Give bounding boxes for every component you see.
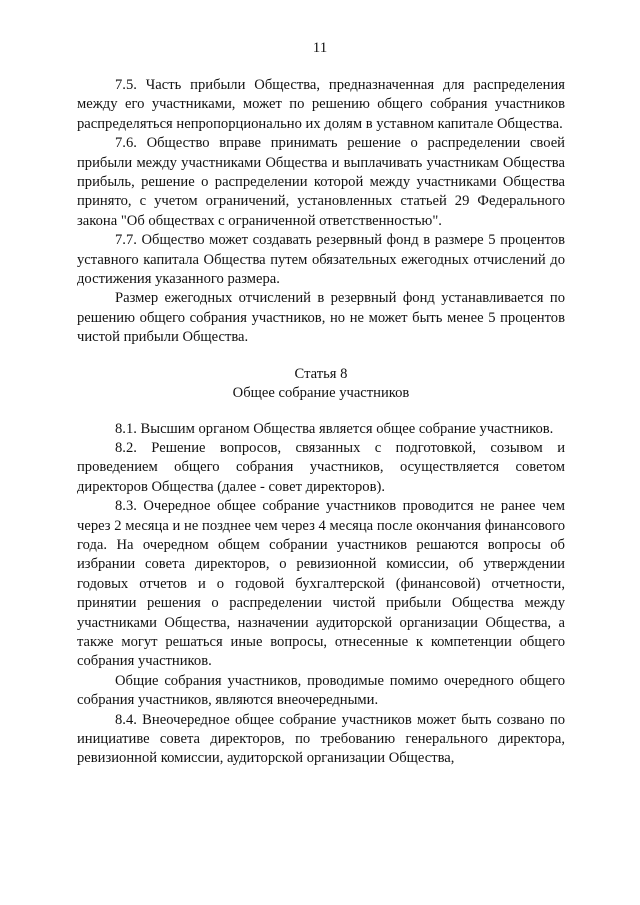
paragraph-7-7: 7.7. Общество может создавать резервный фонд в размере 5 процентов уставного капитала Общества путем обязательных ежегодных отчислений до достижения указанного размера. (77, 232, 565, 288)
paragraph-reserve-fund: Размер ежегодных отчислений в резервный фонд устанавливается по решению общего собрания участников, но не может быть менее 5 процентов чистой прибыли Общества. (77, 290, 565, 346)
paragraph-7-5: 7.5. Часть прибыли Общества, предназначенная для распределения между его участниками, может по решению общего собрания участников распределяться непропорционально их долям в уставном капитале Общества. (77, 77, 565, 132)
paragraph-8-3: 8.3. Очередное общее собрание участников проводится не ранее чем через 2 месяца и не позднее чем через 4 месяца после окончания финансового года. На очередном общем собрании участников решаются вопросы об избрании совета директоров, о ревизионной комиссии, об утверждении годовых отчетов и о годовой бухгалтерской (финансовой) отчетности, принятии решения о распределении чистой прибыли Общества между участниками Общества, назначении аудиторской организации Общества, а также могут решаться иные вопросы, отнесенные к компетенции общего собрания участников. (77, 498, 565, 670)
paragraph-8-4: 8.4. Внеочередное общее собрание участников может быть созвано по инициативе совета директоров, по требованию генерального директора, ревизионной комиссии, аудиторской организации Общества, (77, 711, 565, 767)
document-body (77, 76, 565, 769)
article-title: Общее собрание участников (232, 385, 410, 402)
paragraph-8-2: 8.2. Решение вопросов, связанных с подготовкой, созывом и проведением общего собрания участников, осуществляется советом директоров Общества (далее - совет директоров). (77, 439, 565, 495)
paragraph-8-1: 8.1. Высшим органом Общества является общее собрание участников. (115, 420, 554, 437)
page-number: 11 (312, 40, 328, 56)
paragraph-7-6: 7.6. Общество вправе принимать решение о распределении своей прибыли между участниками Общества и выплачивать участникам Общества прибыль, решение о распределении которой между участниками Общества принято, с учетом ограничений, установленных статьей 29 Федерального закона "Об обществах с ограниченной ответственностью". (77, 135, 565, 229)
article-heading (77, 365, 565, 404)
paragraph-extraordinary-meetings: Общие собрания участников, проводимые помимо очередного общего собрания участников, являются внеочередными. (77, 672, 565, 709)
article-number: Статья 8 (294, 365, 348, 382)
